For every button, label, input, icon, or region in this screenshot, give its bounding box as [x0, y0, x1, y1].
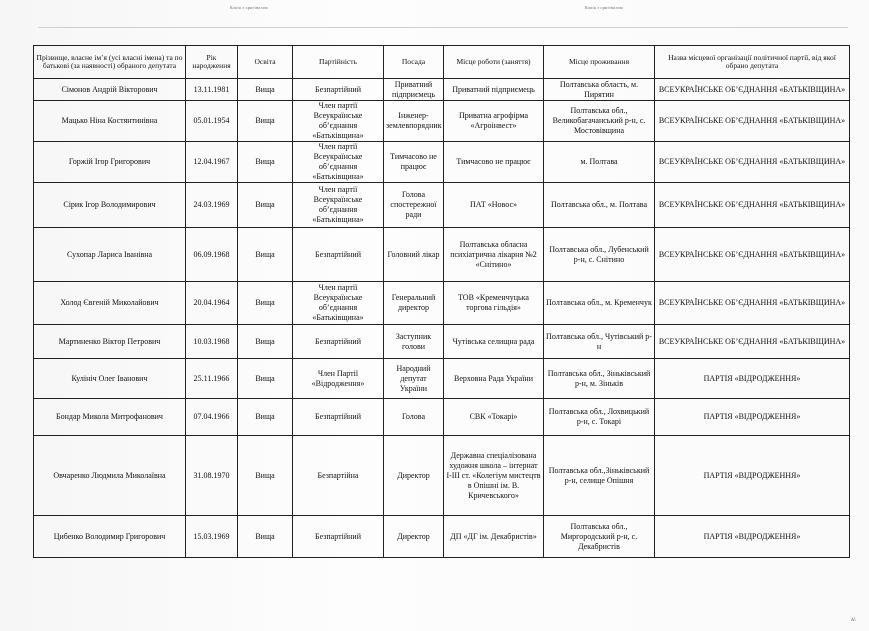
header-workplace: Місце роботи (заняття) [444, 46, 544, 79]
residence: Полтавська обл., Зіньківський р-н, м. Зіньків [544, 359, 655, 399]
residence: Полтавська обл., Лубенський р-н, с. Снітино [544, 228, 655, 282]
deputy-name: Горжій Ігор Григорович [34, 142, 186, 183]
education: Вища [238, 228, 293, 282]
header-party-organization: Назва місцевої організації політичної партії, від якої обрано депутата [655, 46, 850, 79]
membership: Член Партії «Відродження» [293, 359, 384, 399]
position: Голова [384, 399, 444, 436]
education: Вища [238, 436, 293, 516]
position: Народний депутат України [384, 359, 444, 399]
workplace: ТОВ «Кременчуцька торгова гільдія» [444, 282, 544, 325]
education: Вища [238, 516, 293, 558]
party-organization: ВСЕУКРАЇНСЬКЕ ОБ’ЄДНАННЯ «БАТЬКІВЩИНА» [655, 101, 850, 142]
workplace: Чутівська селищна рада [444, 325, 544, 359]
header-name: Прізвище, власне ім’я (усі власні імена) та по батькові (за наявності) обраного депутата [34, 46, 186, 79]
workplace: Державна спеціалізована художня школа – інтернат І-ІІІ ст. «Колегіум мистецтв в Опішні ім. В. Кричевського» [444, 436, 544, 516]
position: Генеральний директор [384, 282, 444, 325]
education: Вища [238, 399, 293, 436]
position: Головний лікар [384, 228, 444, 282]
residence: Полтавська обл., Лохвицький р-н, с. Токарі [544, 399, 655, 436]
party-organization: ПАРТІЯ «ВІДРОДЖЕННЯ» [655, 436, 850, 516]
header-residence: Місце проживання [544, 46, 655, 79]
birth-date: 05.01.1954 [186, 101, 238, 142]
party-organization: ПАРТІЯ «ВІДРОДЖЕННЯ» [655, 359, 850, 399]
deputy-name: Цибенко Володимир Григорович [34, 516, 186, 558]
header-position: Посада [384, 46, 444, 79]
birth-date: 07.04.1966 [186, 399, 238, 436]
education: Вища [238, 282, 293, 325]
education: Вища [238, 142, 293, 183]
membership: Безпартійний [293, 399, 384, 436]
position: Інженер-землевпорядник [384, 101, 444, 142]
birth-date: 10.03.1968 [186, 325, 238, 359]
table-row [34, 436, 850, 516]
membership: Безпартійний [293, 228, 384, 282]
deputy-name: Сірик Ігор Володимирович [34, 183, 186, 228]
workplace: Верховна Рада України [444, 359, 544, 399]
party-organization: ВСЕУКРАЇНСЬКЕ ОБ’ЄДНАННЯ «БАТЬКІВЩИНА» [655, 142, 850, 183]
membership: Член партії Всеукраїнське об’єднання «Батьківщина» [293, 183, 384, 228]
education: Вища [238, 79, 293, 101]
position: Заступник голови [384, 325, 444, 359]
deputy-name: Овчаренко Людмила Миколаївна [34, 436, 186, 516]
deputy-name: Сімонов Андрій Вікторович [34, 79, 186, 101]
membership: Член партії Всеукраїнське об’єднання «Батьківщина» [293, 142, 384, 183]
workplace: Приватний підприємець [444, 79, 544, 101]
residence: Полтавська обл., Чутівський р-н [544, 325, 655, 359]
table-row [34, 359, 850, 399]
membership: Безпартійний [293, 79, 384, 101]
table-row [34, 325, 850, 359]
education: Вища [238, 325, 293, 359]
party-organization: ВСЕУКРАЇНСЬКЕ ОБ’ЄДНАННЯ «БАТЬКІВЩИНА» [655, 79, 850, 101]
party-organization: ВСЕУКРАЇНСЬКЕ ОБ’ЄДНАННЯ «БАТЬКІВЩИНА» [655, 228, 850, 282]
deputy-name: Холод Євгеній Миколайович [34, 282, 186, 325]
residence: Полтавська обл.,Зіньківський р-н, селище Опішня [544, 436, 655, 516]
position: Тимчасово не працює [384, 142, 444, 183]
education: Вища [238, 101, 293, 142]
deputy-name: Мацько Ніна Костянтинівна [34, 101, 186, 142]
birth-date: 06.09.1968 [186, 228, 238, 282]
party-organization: ПАРТІЯ «ВІДРОДЖЕННЯ» [655, 399, 850, 436]
workplace: Тимчасово не працює [444, 142, 544, 183]
party-organization: ПАРТІЯ «ВІДРОДЖЕННЯ» [655, 516, 850, 558]
table-row [34, 101, 850, 142]
residence: м. Полтава [544, 142, 655, 183]
header-education: Освіта [238, 46, 293, 79]
residence: Полтавська обл., Великобагачанський р-н, с. Мостовівщина [544, 101, 655, 142]
birth-date: 20.04.1964 [186, 282, 238, 325]
deputies-table [33, 45, 850, 558]
workplace: Полтавська обласна психіатрична лікарня №2 «Снітино» [444, 228, 544, 282]
copy-stamp-left: Копія з оригіналом [230, 5, 268, 10]
party-organization: ВСЕУКРАЇНСЬКЕ ОБ’ЄДНАННЯ «БАТЬКІВЩИНА» [655, 183, 850, 228]
birth-date: 13.11.1981 [186, 79, 238, 101]
table-row [34, 183, 850, 228]
deputy-name: Сухопар Лариса Іванівна [34, 228, 186, 282]
birth-date: 15.03.1969 [186, 516, 238, 558]
corner-scan-mark: ᴧ\ [851, 617, 856, 623]
education: Вища [238, 183, 293, 228]
table-row [34, 399, 850, 436]
workplace: ПАТ «Новос» [444, 183, 544, 228]
workplace: Приватна агрофірма «Агроінвест» [444, 101, 544, 142]
header-membership: Партійність [293, 46, 384, 79]
deputy-name: Бондар Микола Митрофанович [34, 399, 186, 436]
position: Приватний підприємець [384, 79, 444, 101]
residence: Полтавська обл., м. Кременчук [544, 282, 655, 325]
birth-date: 12.04.1967 [186, 142, 238, 183]
scan-edge-line [38, 27, 848, 28]
membership: Член партії Всеукраїнське об’єднання «Батьківщина» [293, 101, 384, 142]
table-row [34, 282, 850, 325]
copy-stamp-right: Копія з оригіналом [585, 5, 623, 10]
membership: Безпартійна [293, 436, 384, 516]
birth-date: 31.08.1970 [186, 436, 238, 516]
table-row [34, 142, 850, 183]
position: Директор [384, 436, 444, 516]
deputy-name: Мартиненко Віктор Петрович [34, 325, 186, 359]
party-organization: ВСЕУКРАЇНСЬКЕ ОБ’ЄДНАННЯ «БАТЬКІВЩИНА» [655, 325, 850, 359]
workplace: ДП «ДГ ім. Декабристів» [444, 516, 544, 558]
workplace: СВК «Токарі» [444, 399, 544, 436]
education: Вища [238, 359, 293, 399]
party-organization: ВСЕУКРАЇНСЬКЕ ОБ’ЄДНАННЯ «БАТЬКІВЩИНА» [655, 282, 850, 325]
header-birth-date: Рік народження [186, 46, 238, 79]
deputy-name: Кулініч Олег Іванович [34, 359, 186, 399]
position: Голова спостережної ради [384, 183, 444, 228]
membership: Безпартійний [293, 516, 384, 558]
table-row [34, 79, 850, 101]
residence: Полтавська область, м. Пирятин [544, 79, 655, 101]
header-row [34, 46, 850, 79]
table-row [34, 516, 850, 558]
membership: Член партії Всеукраїнське об’єднання «Батьківщина» [293, 282, 384, 325]
membership: Безпартійний [293, 325, 384, 359]
residence: Полтавська обл., Миргородський р-н, с. Декабристів [544, 516, 655, 558]
residence: Полтавська обл., м. Полтава [544, 183, 655, 228]
position: Директор [384, 516, 444, 558]
birth-date: 25.11.1966 [186, 359, 238, 399]
table-row [34, 228, 850, 282]
birth-date: 24.03.1969 [186, 183, 238, 228]
